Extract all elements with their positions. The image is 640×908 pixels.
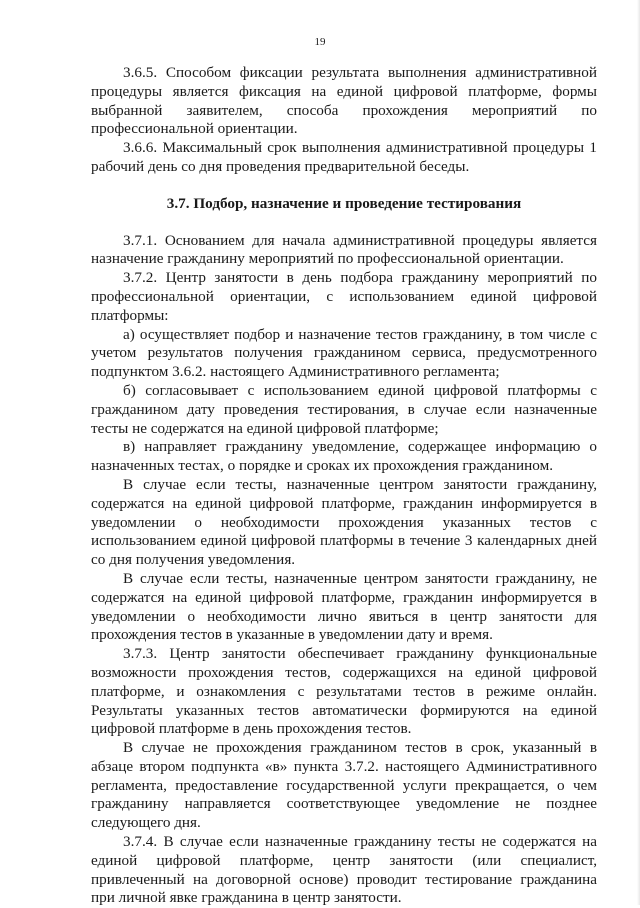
paragraph-tests-on-platform: В случае если тесты, назначенные центром занятости гражданину, содержатся на единой цифровой платформе, гражданин информируется в уведомлении о необходимости прохождения указанных тестов с использованием единой цифровой платформы в течение 3 календарных дней со дня получения уведомления. [91, 475, 597, 569]
paragraph-3-7-2: 3.7.2. Центр занятости в день подбора гражданину мероприятий по профессиональной ориентации, с использованием единой цифровой платформы: [91, 269, 597, 324]
page-number: 19 [314, 36, 326, 48]
paragraph-3-6-6: 3.6.6. Максимальный срок выполнения административной процедуры 1 рабочий день со дня проведения предварительной беседы. [91, 139, 597, 175]
paragraph-3-6-5: 3.6.5. Способом фиксации результата выполнения административной процедуры является фиксация на единой цифровой платформе, формы выбранной заявителем, способа прохождения мероприятий по профессиональной ориентации. [91, 64, 597, 138]
paragraph-service-termination: В случае не прохождения гражданином тестов в срок, указанный в абзаце втором подпункта «в» пункта 3.7.2. настоящего Административного регламента, предоставление государственной услуги прекращается, о чем гражданину направляется соответствующее уведомление не позднее следующего дня. [91, 739, 597, 832]
list-item-b: б) согласовывает с использованием единой цифровой платформы с гражданином дату проведения тестирования, в случае если назначенные тесты не содержатся на единой цифровой платформе; [91, 381, 597, 437]
section-heading-3-7: 3.7. Подбор, назначение и проведение тестирования [166, 194, 522, 212]
list-item-a: а) осуществляет подбор и назначение тестов гражданину, в том числе с учетом результатов получения гражданином сервиса, предусмотренного подпунктом 3.6.2. настоящего Административного регламента; [91, 325, 597, 381]
paragraph-3-7-4: 3.7.4. В случае если назначенные гражданину тесты не содержатся на единой цифровой платформе, центр занятости (или специалист, привлеченный на договорной основе) проводит тестирование гражданина при личной явке гражданина в центр занятости. [91, 833, 597, 907]
list-item-v: в) направляет гражданину уведомление, содержащее информацию о назначенных тестах, о порядке и сроках их прохождения гражданином. [91, 438, 597, 475]
document-body [91, 64, 597, 908]
paragraph-3-7-3: 3.7.3. Центр занятости обеспечивает гражданину функциональные возможности прохождения тестов, содержащихся на единой цифровой платформе, и ознакомления с результатами тестов в режиме онлайн. Результаты указанных тестов автоматически формируются на единой цифровой платформе в день прохождения тестов. [91, 645, 597, 738]
paragraph-tests-not-on-platform: В случае если тесты, назначенные центром занятости гражданину, не содержатся на единой цифровой платформе, гражданин информируется в уведомлении о необходимости лично явиться в центр занятости для прохождения тестов в указанные в уведомлении дату и время. [91, 569, 597, 644]
paragraph-3-7-1: 3.7.1. Основанием для начала административной процедуры является назначение гражданину мероприятий по профессиональной ориентации. [91, 231, 597, 268]
